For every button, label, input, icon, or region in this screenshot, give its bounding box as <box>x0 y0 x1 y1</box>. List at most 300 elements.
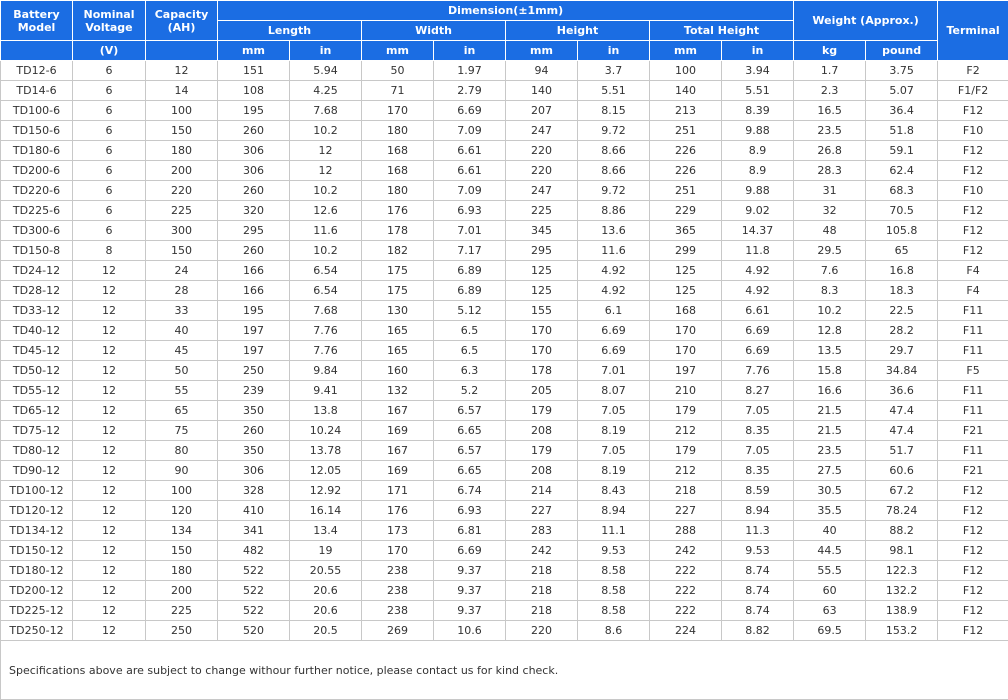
header-unit: in <box>722 41 794 61</box>
table-cell: 8.74 <box>722 601 794 621</box>
table-cell: 328 <box>218 481 290 501</box>
table-cell: 8.74 <box>722 581 794 601</box>
table-cell: TD225-6 <box>1 201 73 221</box>
table-cell: 8.66 <box>578 141 650 161</box>
table-cell: 260 <box>218 421 290 441</box>
table-cell: 218 <box>506 561 578 581</box>
table-cell: 8.9 <box>722 161 794 181</box>
table-cell: 168 <box>362 141 434 161</box>
header-unit: mm <box>218 41 290 61</box>
table-cell: 4.25 <box>290 81 362 101</box>
header-voltage-unit: (V) <box>73 41 146 61</box>
table-cell: 482 <box>218 541 290 561</box>
table-cell: 6.61 <box>434 161 506 181</box>
table-cell: 10.2 <box>794 301 866 321</box>
table-cell: 12 <box>73 381 146 401</box>
table-cell: 7.05 <box>722 401 794 421</box>
table-cell: 130 <box>362 301 434 321</box>
table-row <box>1 81 1008 101</box>
table-cell: 320 <box>218 201 290 221</box>
table-cell: 10.24 <box>290 421 362 441</box>
table-cell: 9.53 <box>722 541 794 561</box>
table-cell: 6 <box>73 81 146 101</box>
table-cell: 155 <box>506 301 578 321</box>
table-cell: 222 <box>650 581 722 601</box>
table-row <box>1 321 1008 341</box>
table-cell: 125 <box>650 261 722 281</box>
table-cell: 9.72 <box>578 181 650 201</box>
table-cell: F21 <box>938 421 1008 441</box>
table-row <box>1 161 1008 181</box>
table-cell: 260 <box>218 241 290 261</box>
table-cell: F1/F2 <box>938 81 1008 101</box>
table-cell: 9.88 <box>722 121 794 141</box>
table-cell: 8.94 <box>578 501 650 521</box>
table-row <box>1 141 1008 161</box>
table-cell: 6.65 <box>434 421 506 441</box>
table-cell: 11.1 <box>578 521 650 541</box>
table-row <box>1 621 1008 641</box>
table-cell: 522 <box>218 581 290 601</box>
table-cell: TD100-12 <box>1 481 73 501</box>
table-cell: 75 <box>146 421 218 441</box>
table-cell: F11 <box>938 301 1008 321</box>
table-cell: 179 <box>650 401 722 421</box>
table-cell: 6.69 <box>722 341 794 361</box>
table-cell: TD180-6 <box>1 141 73 161</box>
table-cell: 522 <box>218 601 290 621</box>
table-cell: 6.81 <box>434 521 506 541</box>
table-cell: F12 <box>938 201 1008 221</box>
table-cell: F11 <box>938 321 1008 341</box>
table-row <box>1 481 1008 501</box>
table-cell: 19 <box>290 541 362 561</box>
table-cell: 6 <box>73 181 146 201</box>
table-cell: 30.5 <box>794 481 866 501</box>
table-cell: 69.5 <box>794 621 866 641</box>
table-cell: 100 <box>146 101 218 121</box>
table-cell: 12 <box>73 481 146 501</box>
table-cell: 10.2 <box>290 241 362 261</box>
table-cell: 7.76 <box>290 341 362 361</box>
table-cell: 208 <box>506 461 578 481</box>
table-cell: F12 <box>938 141 1008 161</box>
table-cell: 122.3 <box>866 561 938 581</box>
table-cell: 350 <box>218 401 290 421</box>
table-cell: 59.1 <box>866 141 938 161</box>
table-cell: 197 <box>218 341 290 361</box>
table-cell: 242 <box>506 541 578 561</box>
table-cell: 4.92 <box>722 261 794 281</box>
table-cell: 410 <box>218 501 290 521</box>
table-cell: TD225-12 <box>1 601 73 621</box>
table-cell: 14.37 <box>722 221 794 241</box>
table-cell: 12 <box>73 501 146 521</box>
table-cell: 250 <box>146 621 218 641</box>
table-cell: 218 <box>650 481 722 501</box>
table-cell: 150 <box>146 121 218 141</box>
table-cell: F4 <box>938 281 1008 301</box>
table-cell: TD33-12 <box>1 301 73 321</box>
table-cell: 182 <box>362 241 434 261</box>
table-cell: 6.54 <box>290 281 362 301</box>
table-cell: 45 <box>146 341 218 361</box>
table-cell: 11.6 <box>578 241 650 261</box>
table-cell: 3.7 <box>578 61 650 81</box>
table-cell: 6.61 <box>434 141 506 161</box>
table-cell: 13.6 <box>578 221 650 241</box>
table-cell: 29.5 <box>794 241 866 261</box>
table-cell: F12 <box>938 541 1008 561</box>
header-empty-cell <box>1 41 73 61</box>
table-cell: 12.05 <box>290 461 362 481</box>
table-cell: 105.8 <box>866 221 938 241</box>
table-cell: 9.88 <box>722 181 794 201</box>
table-cell: 212 <box>650 461 722 481</box>
table-cell: TD100-6 <box>1 101 73 121</box>
table-cell: 12 <box>73 601 146 621</box>
table-cell: 8.58 <box>578 601 650 621</box>
table-cell: 225 <box>146 601 218 621</box>
table-cell: F11 <box>938 381 1008 401</box>
table-cell: 8.9 <box>722 141 794 161</box>
table-cell: TD12-6 <box>1 61 73 81</box>
table-cell: 197 <box>650 361 722 381</box>
header-empty-cell <box>146 41 218 61</box>
table-cell: 365 <box>650 221 722 241</box>
table-cell: 6 <box>73 201 146 221</box>
header-battery-label: Battery <box>13 8 59 21</box>
table-cell: 238 <box>362 561 434 581</box>
table-cell: 50 <box>362 61 434 81</box>
table-cell: 9.37 <box>434 581 506 601</box>
table-cell: 165 <box>362 341 434 361</box>
table-cell: 22.5 <box>866 301 938 321</box>
table-cell: 3.75 <box>866 61 938 81</box>
table-cell: 8.43 <box>578 481 650 501</box>
table-cell: F12 <box>938 161 1008 181</box>
table-cell: 210 <box>650 381 722 401</box>
table-cell: 20.55 <box>290 561 362 581</box>
table-cell: 12 <box>73 321 146 341</box>
table-cell: 218 <box>506 581 578 601</box>
table-cell: TD150-8 <box>1 241 73 261</box>
table-row <box>1 221 1008 241</box>
table-cell: 5.2 <box>434 381 506 401</box>
table-cell: 9.02 <box>722 201 794 221</box>
table-cell: 36.6 <box>866 381 938 401</box>
table-cell: 341 <box>218 521 290 541</box>
table-cell: 23.5 <box>794 441 866 461</box>
table-cell: 220 <box>506 621 578 641</box>
table-cell: 6.93 <box>434 201 506 221</box>
table-cell: 7.68 <box>290 301 362 321</box>
table-cell: 167 <box>362 441 434 461</box>
table-cell: 180 <box>362 121 434 141</box>
table-cell: F12 <box>938 101 1008 121</box>
table-cell: F11 <box>938 401 1008 421</box>
table-cell: 63 <box>794 601 866 621</box>
table-cell: 8.58 <box>578 561 650 581</box>
table-row <box>1 301 1008 321</box>
table-row <box>1 601 1008 621</box>
table-cell: 6 <box>73 121 146 141</box>
table-cell: 8.94 <box>722 501 794 521</box>
table-cell: 11.8 <box>722 241 794 261</box>
table-cell: 170 <box>362 541 434 561</box>
table-cell: 200 <box>146 161 218 181</box>
table-cell: TD200-12 <box>1 581 73 601</box>
table-cell: 5.12 <box>434 301 506 321</box>
table-cell: 250 <box>218 361 290 381</box>
table-cell: TD55-12 <box>1 381 73 401</box>
table-cell: 12.6 <box>290 201 362 221</box>
table-cell: 88.2 <box>866 521 938 541</box>
table-cell: 7.05 <box>578 441 650 461</box>
table-cell: 7.6 <box>794 261 866 281</box>
table-cell: 300 <box>146 221 218 241</box>
table-cell: 520 <box>218 621 290 641</box>
table-cell: 176 <box>362 201 434 221</box>
table-cell: 8.59 <box>722 481 794 501</box>
table-cell: F2 <box>938 61 1008 81</box>
table-cell: 62.4 <box>866 161 938 181</box>
table-cell: 9.53 <box>578 541 650 561</box>
table-row <box>1 401 1008 421</box>
table-cell: 20.6 <box>290 581 362 601</box>
table-cell: F21 <box>938 461 1008 481</box>
table-cell: 195 <box>218 101 290 121</box>
table-cell: 306 <box>218 141 290 161</box>
table-cell: 214 <box>506 481 578 501</box>
table-cell: 251 <box>650 121 722 141</box>
table-cell: 140 <box>506 81 578 101</box>
table-cell: F12 <box>938 561 1008 581</box>
table-row <box>1 181 1008 201</box>
table-cell: 20.5 <box>290 621 362 641</box>
table-cell: 8.27 <box>722 381 794 401</box>
table-cell: 166 <box>218 281 290 301</box>
table-cell: 207 <box>506 101 578 121</box>
table-cell: 34.84 <box>866 361 938 381</box>
table-cell: 227 <box>650 501 722 521</box>
table-cell: TD65-12 <box>1 401 73 421</box>
table-cell: 5.51 <box>722 81 794 101</box>
table-cell: 6.93 <box>434 501 506 521</box>
table-cell: 6.5 <box>434 321 506 341</box>
table-cell: 12 <box>73 561 146 581</box>
table-cell: F11 <box>938 341 1008 361</box>
table-cell: 225 <box>506 201 578 221</box>
table-cell: 6 <box>73 161 146 181</box>
table-cell: 212 <box>650 421 722 441</box>
table-cell: 6.5 <box>434 341 506 361</box>
table-cell: 8.82 <box>722 621 794 641</box>
table-cell: 60.6 <box>866 461 938 481</box>
table-cell: 160 <box>362 361 434 381</box>
table-cell: 12 <box>73 421 146 441</box>
table-row <box>1 101 1008 121</box>
table-cell: F4 <box>938 261 1008 281</box>
table-cell: 12 <box>290 161 362 181</box>
header-model-label: Model <box>18 21 56 34</box>
header-nominal-voltage <box>73 1 146 41</box>
table-cell: 8.3 <box>794 281 866 301</box>
table-cell: 239 <box>218 381 290 401</box>
table-cell: TD40-12 <box>1 321 73 341</box>
table-cell: 6.54 <box>290 261 362 281</box>
table-cell: 151 <box>218 61 290 81</box>
header-unit: mm <box>362 41 434 61</box>
table-row <box>1 561 1008 581</box>
table-cell: 44.5 <box>794 541 866 561</box>
table-cell: 6.69 <box>578 321 650 341</box>
table-cell: F12 <box>938 521 1008 541</box>
table-row <box>1 201 1008 221</box>
table-cell: TD50-12 <box>1 361 73 381</box>
table-cell: 12 <box>73 401 146 421</box>
table-cell: 283 <box>506 521 578 541</box>
table-cell: 67.2 <box>866 481 938 501</box>
table-cell: 5.07 <box>866 81 938 101</box>
table-cell: 222 <box>650 601 722 621</box>
table-cell: 8 <box>73 241 146 261</box>
header-unit: in <box>434 41 506 61</box>
table-cell: 12.8 <box>794 321 866 341</box>
table-cell: 175 <box>362 261 434 281</box>
table-cell: 50 <box>146 361 218 381</box>
table-cell: 15.8 <box>794 361 866 381</box>
table-cell: 65 <box>866 241 938 261</box>
header-total-height: Total Height <box>650 21 794 41</box>
table-cell: F12 <box>938 581 1008 601</box>
table-cell: 175 <box>362 281 434 301</box>
header-height: Height <box>506 21 650 41</box>
table-cell: 12 <box>73 341 146 361</box>
header-battery-model <box>1 1 73 41</box>
table-cell: 6.69 <box>434 101 506 121</box>
table-cell: 165 <box>362 321 434 341</box>
table-cell: TD90-12 <box>1 461 73 481</box>
table-cell: 6 <box>73 221 146 241</box>
table-cell: TD120-12 <box>1 501 73 521</box>
table-cell: 9.41 <box>290 381 362 401</box>
table-cell: 11.3 <box>722 521 794 541</box>
table-cell: 179 <box>506 441 578 461</box>
header-capacity-label: Capacity <box>155 8 209 21</box>
table-row <box>1 441 1008 461</box>
table-cell: 180 <box>146 141 218 161</box>
table-row <box>1 381 1008 401</box>
table-cell: TD150-12 <box>1 541 73 561</box>
table-row <box>1 341 1008 361</box>
table-cell: 100 <box>650 61 722 81</box>
table-cell: 33 <box>146 301 218 321</box>
table-cell: 125 <box>506 261 578 281</box>
table-cell: 6.3 <box>434 361 506 381</box>
table-cell: 132 <box>362 381 434 401</box>
table-cell: 12 <box>73 461 146 481</box>
table-cell: 7.76 <box>290 321 362 341</box>
table-cell: 7.01 <box>434 221 506 241</box>
table-cell: 180 <box>146 561 218 581</box>
table-cell: 6.89 <box>434 281 506 301</box>
table-cell: 140 <box>650 81 722 101</box>
table-cell: TD24-12 <box>1 261 73 281</box>
table-cell: 3.94 <box>722 61 794 81</box>
table-cell: 6.1 <box>578 301 650 321</box>
table-cell: 27.5 <box>794 461 866 481</box>
table-cell: 179 <box>506 401 578 421</box>
header-capacity <box>146 1 218 41</box>
table-cell: 220 <box>506 141 578 161</box>
table-cell: 20.6 <box>290 601 362 621</box>
table-cell: 8.39 <box>722 101 794 121</box>
table-cell: 12 <box>73 301 146 321</box>
table-cell: 229 <box>650 201 722 221</box>
table-cell: 170 <box>506 341 578 361</box>
table-row <box>1 581 1008 601</box>
table-cell: 8.74 <box>722 561 794 581</box>
table-cell: 36.4 <box>866 101 938 121</box>
table-cell: 51.8 <box>866 121 938 141</box>
table-cell: 4.92 <box>578 261 650 281</box>
table-cell: 6.61 <box>722 301 794 321</box>
table-cell: 173 <box>362 521 434 541</box>
table-cell: 16.6 <box>794 381 866 401</box>
table-cell: 6.65 <box>434 461 506 481</box>
table-cell: TD75-12 <box>1 421 73 441</box>
table-cell: 48 <box>794 221 866 241</box>
table-cell: 90 <box>146 461 218 481</box>
table-cell: 23.5 <box>794 121 866 141</box>
table-cell: 9.84 <box>290 361 362 381</box>
table-cell: 8.86 <box>578 201 650 221</box>
table-cell: 178 <box>506 361 578 381</box>
table-cell: 166 <box>218 261 290 281</box>
table-cell: 16.8 <box>866 261 938 281</box>
table-cell: 13.8 <box>290 401 362 421</box>
table-cell: 171 <box>362 481 434 501</box>
table-cell: 345 <box>506 221 578 241</box>
table-cell: 179 <box>650 441 722 461</box>
table-cell: 12.92 <box>290 481 362 501</box>
table-row <box>1 261 1008 281</box>
table-cell: 6.57 <box>434 401 506 421</box>
table-cell: 11.6 <box>290 221 362 241</box>
table-cell: 238 <box>362 581 434 601</box>
table-cell: 134 <box>146 521 218 541</box>
table-cell: 9.72 <box>578 121 650 141</box>
table-cell: 225 <box>146 201 218 221</box>
table-cell: 4.92 <box>578 281 650 301</box>
header-unit: mm <box>506 41 578 61</box>
table-cell: 12 <box>146 61 218 81</box>
table-cell: 218 <box>506 601 578 621</box>
table-cell: 6.89 <box>434 261 506 281</box>
table-cell: 8.07 <box>578 381 650 401</box>
table-row <box>1 501 1008 521</box>
table-cell: F12 <box>938 221 1008 241</box>
table-cell: 108 <box>218 81 290 101</box>
table-cell: 16.5 <box>794 101 866 121</box>
table-cell: F10 <box>938 121 1008 141</box>
table-cell: 28.2 <box>866 321 938 341</box>
table-cell: 7.09 <box>434 181 506 201</box>
table-cell: F11 <box>938 441 1008 461</box>
table-cell: F5 <box>938 361 1008 381</box>
table-row <box>1 61 1008 81</box>
